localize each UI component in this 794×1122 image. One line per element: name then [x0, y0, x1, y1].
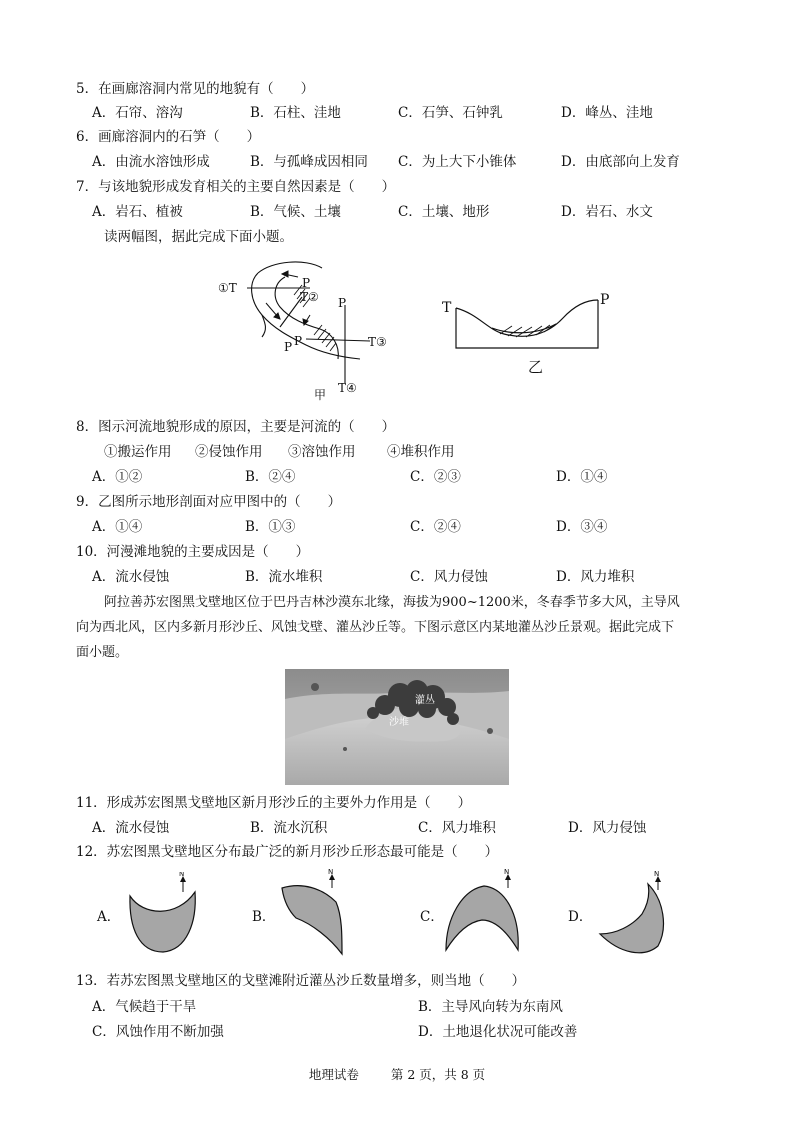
label-p-left: P: [284, 340, 293, 354]
q11-option-b[interactable]: B．流水沉积: [250, 820, 328, 836]
shrub-dune-photo: [285, 669, 509, 785]
north-label-d: N: [654, 870, 660, 878]
q8-item-3: ③溶蚀作用: [288, 444, 356, 460]
q12-option-c[interactable]: C．: [420, 909, 444, 925]
q12-stem: 12．苏宏图黑戈壁地区分布最广泛的新月形沙丘形态最可能是（ ）: [76, 844, 499, 860]
q8-item-1: ①搬运作用: [104, 444, 172, 460]
label-yi-p: P: [600, 292, 610, 308]
q13-option-a[interactable]: A．气候趋于干旱: [92, 999, 197, 1015]
q9-option-d[interactable]: D．③④: [556, 519, 608, 535]
q13-stem: 13．若苏宏图黑戈壁地区的戈壁滩附近灌丛沙丘数量增多，则当地（ ）: [76, 973, 526, 989]
q7-option-b[interactable]: B．气候、土壤: [250, 204, 341, 220]
dune-shape-a[interactable]: [125, 872, 205, 960]
q7-option-a[interactable]: A．岩石、植被: [92, 204, 183, 220]
q5-option-c[interactable]: C．石笋、石钟乳: [398, 105, 503, 121]
q8-option-a[interactable]: A．①②: [92, 469, 143, 485]
q8-option-d[interactable]: D．①④: [556, 469, 608, 485]
q9-option-c[interactable]: C．②④: [410, 519, 461, 535]
q9-stem: 9．乙图所示地形剖面对应甲图中的（ ）: [76, 494, 342, 510]
north-label-a: N: [179, 872, 185, 878]
passage-line-3: 面小题。: [76, 645, 129, 660]
q5-stem: 5．在画廊溶洞内常见的地貌有（ ）: [76, 81, 315, 97]
q6-stem: 6．画廊溶洞内的石笋（ ）: [76, 129, 261, 145]
q8-item-2: ②侵蚀作用: [195, 444, 263, 460]
label-t3: T③: [368, 335, 387, 349]
q6-option-c[interactable]: C．为上大下小锥体: [398, 154, 517, 170]
q8-stem: 8．图示河流地貌形成的原因，主要是河流的（ ）: [76, 419, 396, 435]
passage-line-2: 向为西北风，区内多新月形沙丘、风蚀戈壁、灌丛沙丘等。下图示意区内某地灌丛沙丘景观。据此完成下: [76, 620, 675, 635]
q13-option-d[interactable]: D．土地退化状况可能改善: [418, 1024, 578, 1040]
q7-option-c[interactable]: C．土壤、地形: [398, 204, 490, 220]
q7-stem: 7．与该地貌形成发育相关的主要自然因素是（ ）: [76, 179, 396, 195]
q6-option-b[interactable]: B．与孤峰成因相同: [250, 154, 368, 170]
label-t4: T④: [338, 381, 357, 395]
q6-option-a[interactable]: A．由流水溶蚀形成: [92, 154, 210, 170]
section-line-2: [280, 297, 302, 327]
q13-option-b[interactable]: B．主导风向转为东南风: [418, 999, 563, 1015]
q10-option-c[interactable]: C．风力侵蚀: [410, 569, 488, 585]
section-line-3: [306, 339, 370, 341]
q13-option-c[interactable]: C．风蚀作用不断加强: [92, 1024, 224, 1040]
q6-option-d[interactable]: D．由底部向上发育: [561, 154, 680, 170]
q11-option-c[interactable]: C．风力堆积: [418, 820, 496, 836]
dune-shape-b[interactable]: [272, 868, 362, 960]
q5-option-a[interactable]: A．石帘、溶沟: [92, 105, 183, 121]
figure-yi-section: [438, 290, 618, 380]
footer-page-number: 第 2 页，共 8 页: [390, 1067, 486, 1082]
q9-option-b[interactable]: B．①③: [245, 519, 296, 535]
outer-bank-top: [258, 262, 322, 273]
label-t2: T②: [300, 290, 319, 304]
q10-stem: 10．河漫滩地貌的主要成因是（ ）: [76, 544, 310, 560]
north-label-c: N: [504, 868, 510, 876]
photo-label-shrub: 灌丛: [415, 695, 435, 706]
section-profile: [456, 300, 598, 336]
footer-subject: 地理试卷: [308, 1067, 359, 1082]
q12-option-a[interactable]: A．: [97, 909, 121, 925]
label-p-inner: P: [294, 334, 303, 348]
q10-option-d[interactable]: D．风力堆积: [556, 569, 635, 585]
label-p2: P: [302, 276, 311, 290]
q8-item-4: ④堆积作用: [387, 444, 455, 460]
q11-option-a[interactable]: A．流水侵蚀: [92, 820, 170, 836]
section-frame: [456, 300, 598, 348]
q5-option-d[interactable]: D．峰丛、洼地: [561, 105, 653, 121]
q7-option-d[interactable]: D．岩石、水文: [561, 204, 653, 220]
photo-label-sand: 沙堆: [389, 717, 409, 728]
deposit-edge: [492, 324, 556, 333]
passage-line-1: 阿拉善苏宏图黑戈壁地区位于巴丹吉林沙漠东北缘，海拔为900~1200米，冬春季节多大风，主导风: [104, 595, 680, 610]
q11-option-d[interactable]: D．风力侵蚀: [568, 820, 647, 836]
q5-option-b[interactable]: B．石柱、洼地: [250, 105, 341, 121]
figure-jia-caption: 甲: [314, 388, 327, 402]
q12-option-d[interactable]: D．: [568, 909, 593, 925]
intro-two-figures: 读两幅图，据此完成下面小题。: [104, 229, 293, 245]
page-footer: [0, 1065, 794, 1083]
figure-yi-caption: 乙: [528, 358, 544, 376]
figure-jia-meander: [210, 255, 390, 405]
label-yi-t: T: [442, 300, 452, 316]
dune-shape-c[interactable]: [440, 868, 530, 960]
north-label-b: N: [328, 868, 334, 876]
dune-shape-d[interactable]: [592, 870, 672, 962]
label-p-top: P: [338, 296, 347, 310]
q10-option-a[interactable]: A．流水侵蚀: [92, 569, 170, 585]
q10-option-b[interactable]: B．流水堆积: [245, 569, 323, 585]
q8-option-b[interactable]: B．②④: [245, 469, 296, 485]
label-t1: ①T: [218, 281, 237, 295]
q9-option-a[interactable]: A．①④: [92, 519, 143, 535]
q11-stem: 11．形成苏宏图黑戈壁地区新月形沙丘的主要外力作用是（ ）: [76, 795, 472, 811]
q8-option-c[interactable]: C．②③: [410, 469, 461, 485]
q12-option-b[interactable]: B．: [252, 909, 276, 925]
